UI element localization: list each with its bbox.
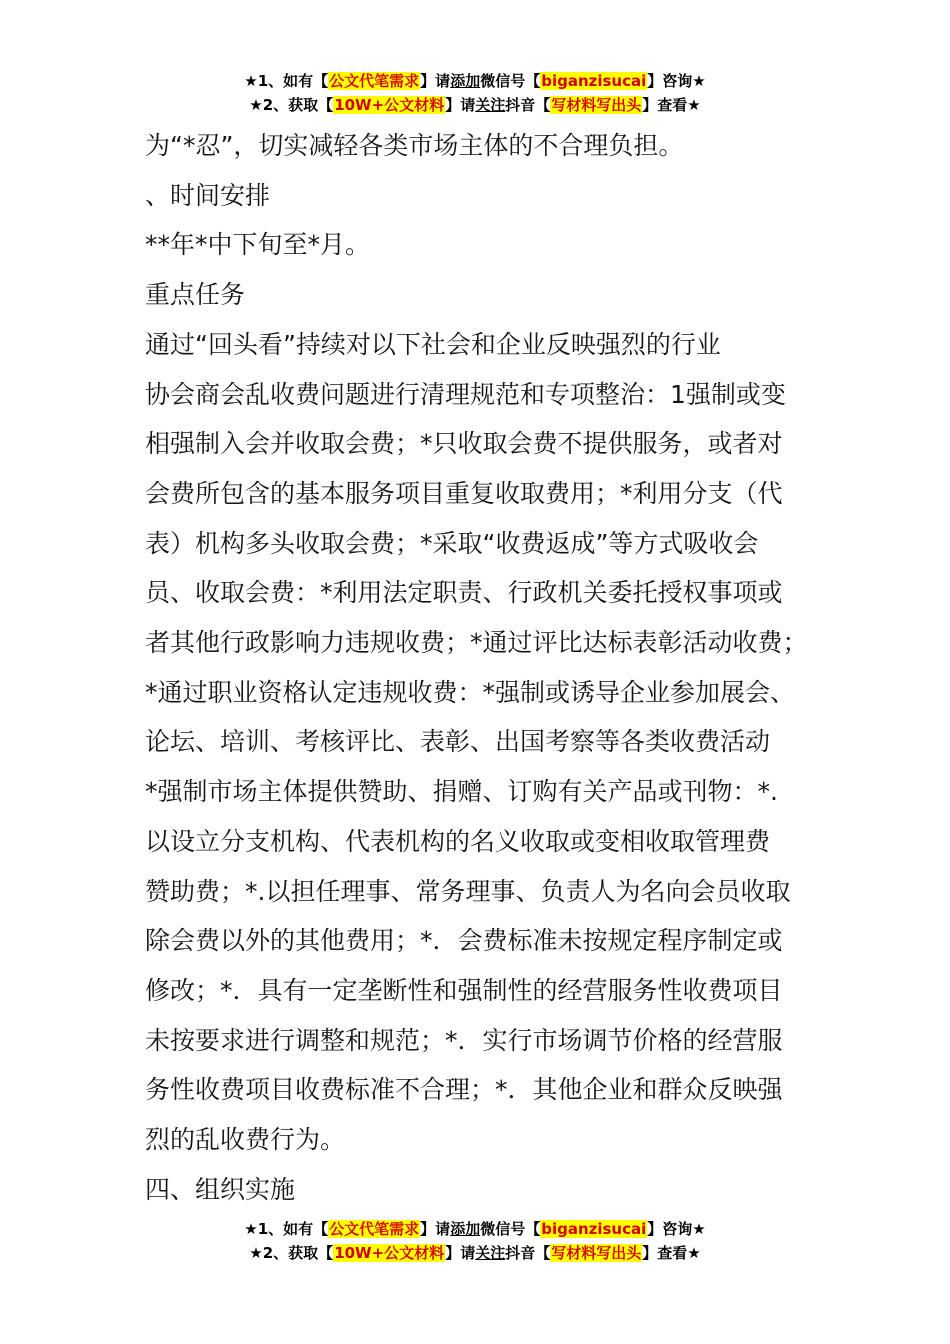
promo-text: ★1、如有【 (244, 1220, 329, 1238)
document-line: 者其他行政影响力违规收费；*通过评比达标表彰活动收费； (145, 628, 808, 658)
document-line: 务性收费项目收费标准不合理；*．其他企业和群众反映强 (145, 1075, 783, 1105)
promo-highlight: 公文代笔需求 (329, 72, 420, 90)
promo-text: 】咨询★ (647, 72, 706, 90)
document-line: **年*中下旬至*月。 (145, 230, 371, 260)
document-line: 会费所包含的基本服务项目重复收取费用；*利用分支（代 (145, 478, 783, 508)
promo-text: 微信号【 (480, 1220, 541, 1238)
promo-line-1 (0, 1217, 950, 1241)
promo-emphasis: 添加 (450, 1220, 481, 1238)
document-line: 员、收取会费：*利用法定职责、行政机关委托授权事项或 (145, 578, 783, 608)
document-line: 为“*忍”，切实减轻各类市场主体的不合理负担。 (145, 131, 684, 160)
promo-line-2 (0, 93, 950, 117)
promo-highlight: biganzisucai (541, 1220, 647, 1238)
promo-text: ★1、如有【 (244, 72, 329, 90)
document-body (145, 121, 845, 1214)
document-line: 协会商会乱收费问题进行清理规范和专项整治：1强制或变 (145, 379, 786, 409)
document-line: 论坛、培训、考核评比、表彰、出国考察等各类收费活动 (145, 727, 771, 757)
document-line: 相强制入会并收取会费；*只收取会费不提供服务，或者对 (145, 429, 783, 459)
promo-text: 】请 (420, 1220, 451, 1238)
promo-text: ★2、获取【 (249, 96, 334, 114)
promo-highlight: 10W+公文材料 (334, 1244, 445, 1262)
promo-emphasis: 添加 (450, 72, 481, 90)
promo-text: 】咨询★ (647, 1220, 706, 1238)
promo-text: 微信号【 (480, 72, 541, 90)
section-heading: 四、组织实施 (145, 1174, 296, 1204)
header-promo-banner (0, 69, 950, 117)
promo-line-1 (0, 69, 950, 93)
section-heading: 重点任务 (145, 280, 246, 310)
promo-highlight: 写材料写出头 (551, 1244, 642, 1262)
promo-emphasis: 关注 (475, 1244, 506, 1262)
document-line: 表）机构多头收取会费；*采取“收费返成”等方式吸收会 (145, 528, 759, 558)
document-line: 除会费以外的其他费用；*．会费标准未按规定程序制定或 (145, 926, 783, 956)
promo-text: ★2、获取【 (249, 1244, 334, 1262)
promo-text: 】请 (445, 96, 476, 114)
promo-emphasis: 关注 (475, 96, 506, 114)
document-line: 烈的乱收费行为。 (145, 1125, 346, 1155)
promo-text: 】查看★ (642, 96, 701, 114)
promo-highlight: 公文代笔需求 (329, 1220, 420, 1238)
document-line: 通过“回头看”持续对以下社会和企业反映强烈的行业 (145, 329, 721, 359)
promo-highlight: 写材料写出头 (551, 96, 642, 114)
promo-text: 抖音【 (505, 96, 551, 114)
document-line: 赞助费；*.以担任理事、常务理事、负责人为名向会员收取 (145, 876, 791, 906)
footer-promo-banner (0, 1217, 950, 1265)
promo-line-2 (0, 1241, 950, 1265)
promo-text: 】请 (420, 72, 451, 90)
document-line: 以设立分支机构、代表机构的名义收取或变相收取管理费 (145, 826, 771, 856)
document-line: 修改；*．具有一定垄断性和强制性的经营服务性收费项目 (145, 975, 783, 1005)
document-line: *强制市场主体提供赞助、捐赠、订购有关产品或刊物：*. (145, 777, 778, 807)
promo-text: 】请 (445, 1244, 476, 1262)
document-line: 未按要求进行调整和规范；*．实行市场调节价格的经营服 (145, 1025, 783, 1055)
promo-text: 】查看★ (642, 1244, 701, 1262)
document-line: *通过职业资格认定违规收费：*强制或诱导企业参加展会、 (145, 677, 796, 707)
promo-highlight: biganzisucai (541, 72, 647, 90)
promo-highlight: 10W+公文材料 (334, 96, 445, 114)
section-heading: 、时间安排 (145, 180, 271, 210)
promo-text: 抖音【 (505, 1244, 551, 1262)
